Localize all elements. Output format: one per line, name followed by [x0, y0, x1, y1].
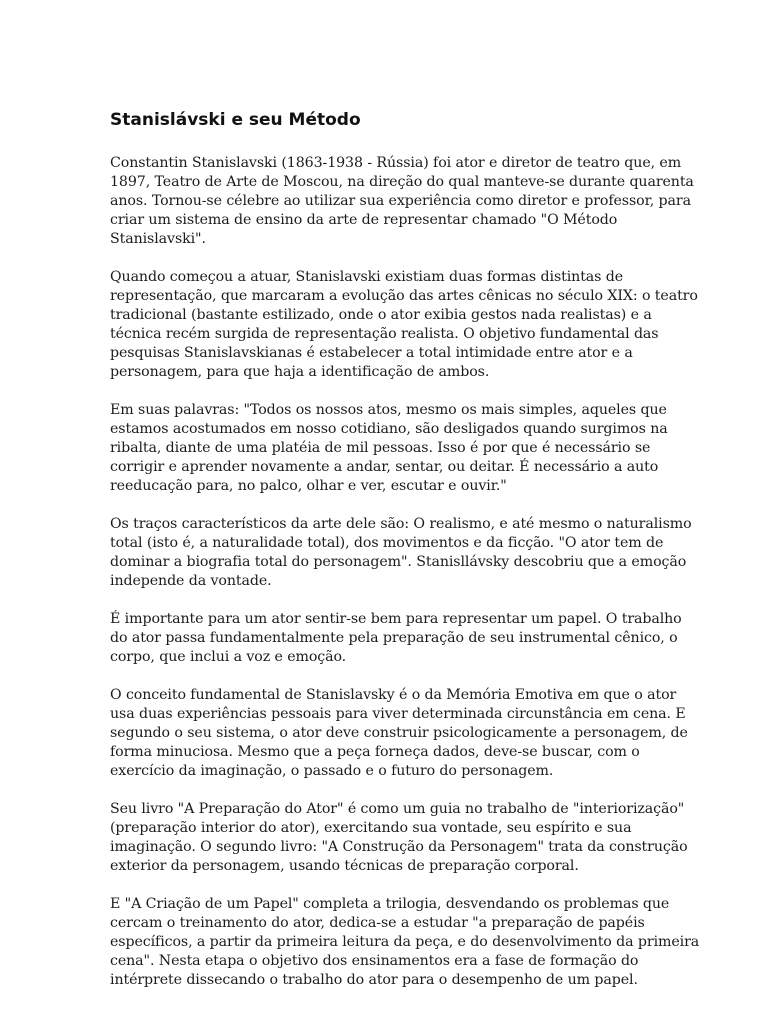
paragraph-2: Quando começou a atuar, Stanislavski existiam duas formas distintas de representação, que marcaram a evolução das artes cênicas no século XIX: o teatro tradicional (bastante estilizado, onde o ator exibia gestos nada realistas) e a técnica recém surgida de representação realista. O objetivo fundamental das pesquisas Stanislavskianas é estabelecer a total intimidade entre ator e a personagem, para que haja a identificação de ambos. — [110, 269, 698, 380]
paragraph-5: É importante para um ator sentir-se bem para representar um papel. O trabalho do ator passa fundamentalmente pela preparação de seu instrumental cênico, o corpo, que inclui a voz e emoção. — [110, 611, 682, 665]
paragraph-6: O conceito fundamental de Stanislavsky é o da Memória Emotiva em que o ator usa duas experiências pessoais para viver determinada circunstância em cena. E segundo o seu sistema, o ator deve construir psicologicamente a personagem, de forma minuciosa. Mesmo que a peça forneça dados, deve-se buscar, com o exercício da imaginação, o passado e o futuro do personagem. — [110, 687, 688, 779]
paragraph-4: Os traços característicos da arte dele são: O realismo, e até mesmo o naturalismo total (isto é, a naturalidade total), dos movimentos e da ficção. "O ator tem de dominar a biografia total do personagem". Stanisllávsky descobriu que a emoção independe da vontade. — [110, 516, 692, 589]
paragraph-3: Em suas palavras: "Todos os nossos atos, mesmo os mais simples, aqueles que estamos acostumados em nosso cotidiano, são desligados quando surgimos na ribalta, diante de uma platéia de mil pessoas. Isso é por que é necessário se corrigir e aprender novamente a andar, sentar, ou deitar. É necessário a auto reeducação para, no palco, olhar e ver, escutar e ouvir." — [110, 402, 668, 494]
document-title: Stanislávski e seu Método — [110, 110, 361, 130]
paragraph-7: Seu livro "A Preparação do Ator" é como um guia no trabalho de "interiorização" (preparação interior do ator), exercitando sua vontade, seu espírito e sua imaginação. O segundo livro: "A Construção da Personagem" trata da construção exterior da personagem, usando técnicas de preparação corporal. — [110, 801, 688, 874]
paragraph-8: E "A Criação de um Papel" completa a trilogia, desvendando os problemas que cercam o treinamento do ator, dedica-se a estudar "a preparação de papéis específicos, a partir da primeira leitura da peça, e do desenvolvimento da primeira cena". Nesta etapa o objetivo dos ensinamentos era a fase de formação do intérprete dissecando o trabalho do ator para o desempenho de um papel. — [110, 896, 700, 988]
paragraph-1: Constantin Stanislavski (1863-1938 - Rússia) foi ator e diretor de teatro que, em 1897, Teatro de Arte de Moscou, na direção do qual manteve-se durante quarenta anos. Tornou-se célebre ao utilizar sua experiência como diretor e professor, para criar um sistema de ensino da arte de representar chamado "O Método Stanislavski". — [110, 155, 694, 247]
document-page — [110, 108, 700, 1009]
